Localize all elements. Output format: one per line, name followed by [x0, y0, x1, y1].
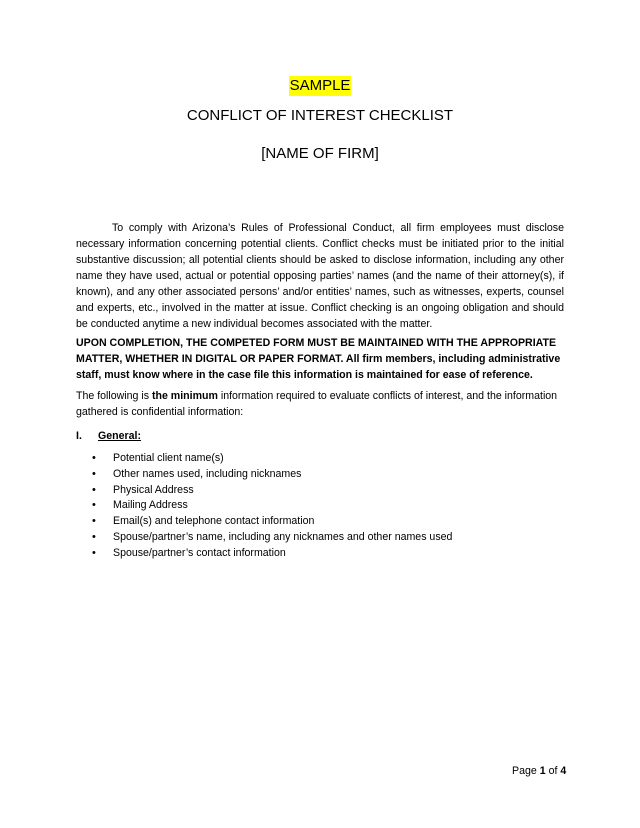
- minimum-text-before: The following is: [76, 390, 152, 402]
- general-info-list: [92, 451, 552, 562]
- sample-label: SAMPLE: [289, 77, 351, 94]
- list-item: • Email(s) and telephone contact information: [92, 514, 552, 530]
- document-header: [0, 76, 640, 164]
- section-number: I.: [76, 430, 82, 442]
- of-word: of: [548, 765, 558, 777]
- notice-paragraph: UPON COMPLETION, THE COMPETED FORM MUST BE MAINTAINED WITH THE APPROPRIATE MATTER, WHETHER IN DIGITAL OR PAPER FORMAT. All firm members, including administrative staff, must know where in the case file this information is maintained for ease of reference.: [76, 337, 561, 381]
- section-title: General:: [98, 430, 141, 442]
- list-item: • Potential client name(s): [92, 451, 552, 467]
- list-item: • Physical Address: [92, 483, 552, 499]
- list-item: • Spouse/partner’s name, including any nicknames and other names used: [92, 530, 552, 546]
- document-title: CONFLICT OF INTEREST CHECKLIST: [186, 107, 454, 124]
- firm-name-placeholder: [NAME OF FIRM]: [261, 145, 379, 162]
- list-item: • Mailing Address: [92, 498, 552, 514]
- intro-paragraph: To comply with Arizona’s Rules of Professional Conduct, all firm employees must disclose necessary information concerning potential clients. Conflict checks must be initiated prior to the initial substantive discussion; all potential clients should be asked to disclose information, including any other name they have used, actual or potential opposing parties’ names (and the name of their attorney(s), if known), and any other associated persons’ and/or entities’ names, such as witnesses, experts, counsel and experts, etc., involved in the matter at issue. Conflict checking is an ongoing obligation and should be conducted anytime a new individual becomes associated with the matter.: [76, 222, 564, 330]
- list-item: • Spouse/partner’s contact information: [92, 546, 552, 562]
- total-page-count: 4: [560, 765, 567, 777]
- minimum-info-paragraph: [76, 388, 564, 420]
- list-item: • Other names used, including nicknames: [92, 467, 552, 483]
- section-heading-general: [76, 428, 141, 444]
- page-number-footer: [512, 764, 566, 779]
- minimum-emphasis: the minimum: [151, 390, 218, 402]
- page-word: Page: [512, 765, 537, 777]
- current-page-number: 1: [539, 765, 546, 777]
- minimum-text-after: information required to evaluate conflicts of interest, and the information gathered is confidential information:: [76, 390, 558, 418]
